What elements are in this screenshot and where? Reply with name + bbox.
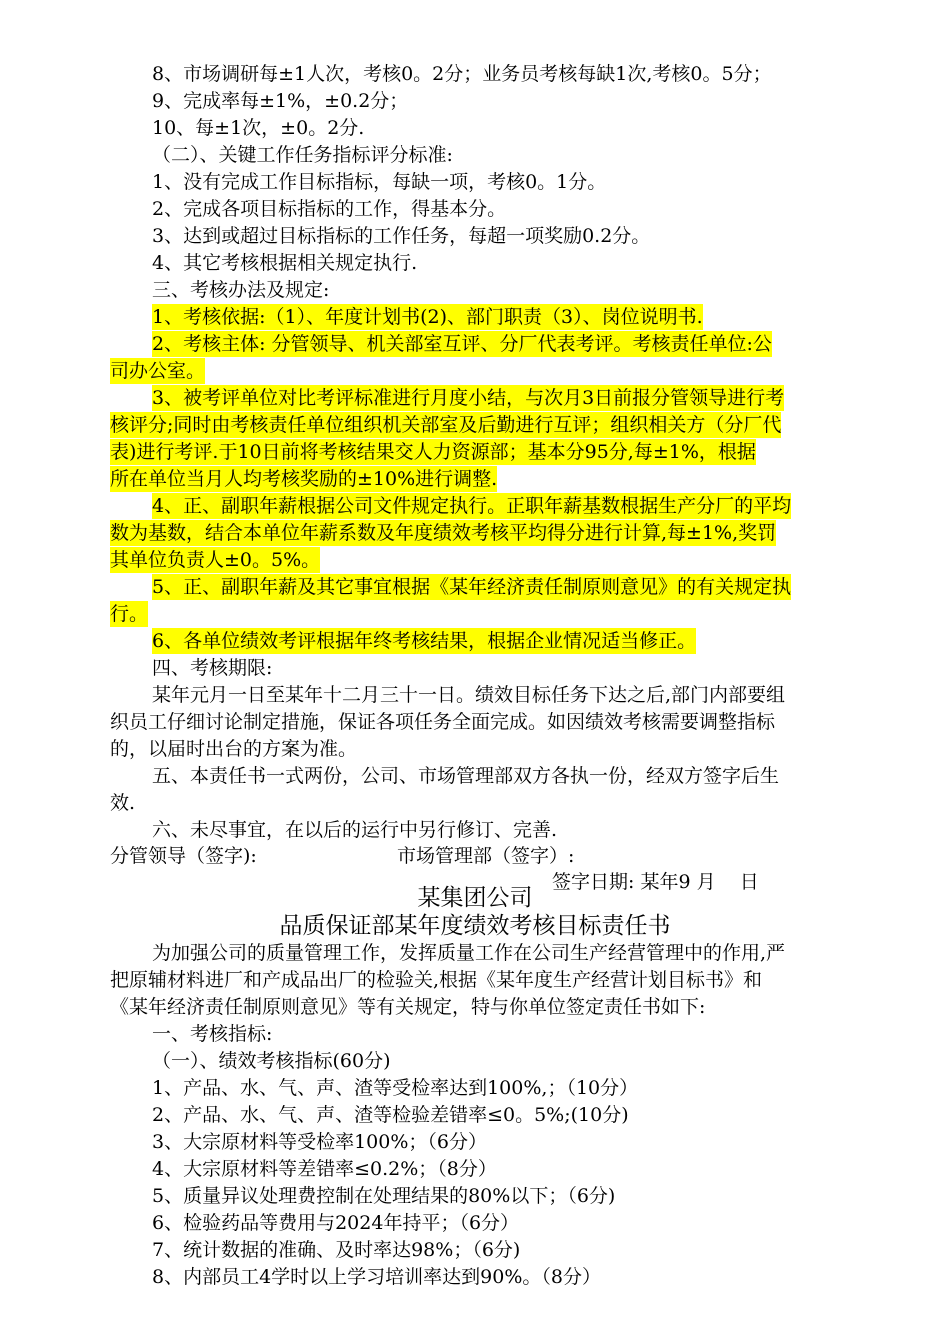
section-heading [0, 655, 950, 681]
line-text: 1、产品、水、气、声、渣等受检率达到100%,；（10分） [152, 1077, 639, 1099]
highlighted-text: 核评分;同时由考核责任单位组织机关部室及后勤进行互评；组织相关方（分厂代 [110, 414, 782, 436]
highlighted-text: 数为基数，结合本单位年薪系数及年度绩效考核平均得分进行计算,每±1%,奖罚 [110, 522, 777, 544]
highlighted-line [0, 439, 950, 465]
highlighted-line [0, 628, 950, 654]
section-heading [0, 277, 950, 303]
line-text: 5、质量异议处理费控制在处理结果的80%以下；（6分) [152, 1185, 616, 1207]
highlighted-line [0, 547, 950, 573]
line-text: 2、完成各项目标指标的工作，得基本分。 [152, 198, 507, 220]
line-text: 一、考核指标: [152, 1023, 273, 1045]
text-line [0, 817, 950, 843]
line-text: 四、考核期限: [152, 657, 273, 679]
line-text: 三、考核办法及规定: [152, 279, 330, 301]
highlighted-line [0, 574, 950, 600]
sign-left-label: 分管领导（签字): [110, 845, 257, 867]
highlighted-line [0, 304, 950, 330]
highlighted-text: 2、考核主体: 分管领导、机关部室互评、分厂代表考评。考核责任单位:公 [152, 333, 772, 355]
section-heading [0, 1048, 950, 1074]
line-text: 6、检验药品等费用与2024年持平；（6分） [152, 1212, 520, 1234]
text-line [0, 169, 950, 195]
highlighted-text: 所在单位当月人均考核奖励的±10%进行调整. [110, 468, 498, 490]
line-text: 7、统计数据的准确、及时率达98%；（6分) [152, 1239, 521, 1261]
line-text: 六、未尽事宜，在以后的运行中另行修订、完善. [152, 819, 558, 841]
line-text: 《某年经济责任制原则意见》等有关规定，特与你单位签定责任书如下: [110, 996, 706, 1018]
text-line [0, 1156, 950, 1182]
line-text: 织员工仔细讨论制定措施，保证各项任务全面完成。如因绩效考核需要调整指标 [110, 711, 776, 733]
text-line [0, 1264, 950, 1290]
highlighted-text: 3、被考评单位对比考评标准进行月度小结，与次月3日前报分管领导进行考 [152, 387, 785, 409]
section-heading [0, 142, 950, 168]
highlighted-line [0, 358, 950, 384]
text-line [0, 940, 950, 966]
text-line [0, 196, 950, 222]
highlighted-line [0, 601, 950, 627]
title-text: 某集团公司 [417, 885, 533, 911]
line-text: （一）、绩效考核指标(60分) [152, 1050, 391, 1072]
line-text: 为加强公司的质量管理工作，发挥质量工作在公司生产经营管理中的作用,严 [152, 942, 786, 964]
highlighted-text: 司办公室。 [110, 360, 206, 382]
highlighted-line [0, 493, 950, 519]
section-heading [0, 1021, 950, 1047]
line-text: 8、内部员工4学时以上学习培训率达到90%。（8分） [152, 1266, 601, 1288]
line-text: 3、达到或超过目标指标的工作任务，每超一项奖励0.2分。 [152, 225, 651, 247]
highlighted-line [0, 520, 950, 546]
line-text: 10、每±1次，±0。2分. [152, 117, 365, 139]
highlighted-line [0, 466, 950, 492]
highlighted-line [0, 331, 950, 357]
text-line [0, 1210, 950, 1236]
text-line [0, 1183, 950, 1209]
text-line [0, 1075, 950, 1101]
document-title-company [0, 884, 950, 912]
line-text: 五、本责任书一式两份，公司、市场管理部双方各执一份，经双方签字后生 [152, 765, 780, 787]
text-line [0, 763, 950, 789]
line-text: 1、没有完成工作目标指标，每缺一项，考核0。1分。 [152, 171, 607, 193]
highlighted-text: 其单位负责人±0。5%。 [110, 549, 321, 571]
text-line [0, 736, 950, 762]
highlighted-text: 表)进行考评.于10日前将考核结果交人力资源部；基本分95分,每±1%，根据 [110, 441, 756, 463]
text-line [0, 250, 950, 276]
line-text: 4、大宗原材料等差错率≤0.2%；（8分） [152, 1158, 497, 1180]
text-line [0, 709, 950, 735]
sign-right-label: 市场管理部（签字）: [397, 845, 575, 867]
highlighted-text: 4、正、副职年薪根据公司文件规定执行。正职年薪基数根据生产分厂的平均 [152, 495, 792, 517]
line-text: 2、产品、水、气、声、渣等检验差错率≤0。5%;(10分) [152, 1104, 629, 1126]
text-line [0, 1102, 950, 1128]
text-line [0, 967, 950, 993]
highlighted-text: 1、考核依据:（1）、年度计划书(2)、部门职责（3）、岗位说明书. [152, 306, 703, 328]
line-text: （二）、关键工作任务指标评分标准: [152, 144, 453, 166]
signature-row [0, 843, 950, 869]
text-line [0, 994, 950, 1020]
line-text: 3、大宗原材料等受检率100%；（6分） [152, 1131, 487, 1153]
text-line [0, 223, 950, 249]
text-line [0, 790, 950, 816]
line-text: 把原辅材料进厂和产成品出厂的检验关,根据《某年度生产经营计划目标书》和 [110, 969, 763, 991]
title-text: 品质保证部某年度绩效考核目标责任书 [279, 913, 671, 939]
line-text: 9、完成率每±1%，±0.2分； [152, 90, 409, 112]
text-line [0, 88, 950, 114]
highlighted-text: 行。 [110, 603, 149, 625]
highlighted-text: 5、正、副职年薪及其它事宜根据《某年经济责任制原则意见》的有关规定执 [152, 576, 792, 598]
line-text: 的，以届时出台的方案为准。 [110, 738, 358, 760]
highlighted-text: 6、各单位绩效考评根据年终考核结果，根据企业情况适当修正。 [152, 630, 697, 652]
highlighted-line [0, 412, 950, 438]
document-title [0, 912, 950, 940]
line-text: 8、市场调研每±1人次，考核0。2分；业务员考核每缺1次,考核0。5分； [152, 63, 772, 85]
sign-date: 签字日期: 某年9 月 日 [552, 871, 759, 893]
text-line [0, 1237, 950, 1263]
text-line [0, 115, 950, 141]
text-line [0, 61, 950, 87]
line-text: 效. [110, 792, 136, 814]
text-line [0, 1129, 950, 1155]
line-text: 某年元月一日至某年十二月三十一日。绩效目标任务下达之后,部门内部要组 [152, 684, 786, 706]
text-line [0, 682, 950, 708]
highlighted-line [0, 385, 950, 411]
line-text: 4、其它考核根据相关规定执行. [152, 252, 418, 274]
